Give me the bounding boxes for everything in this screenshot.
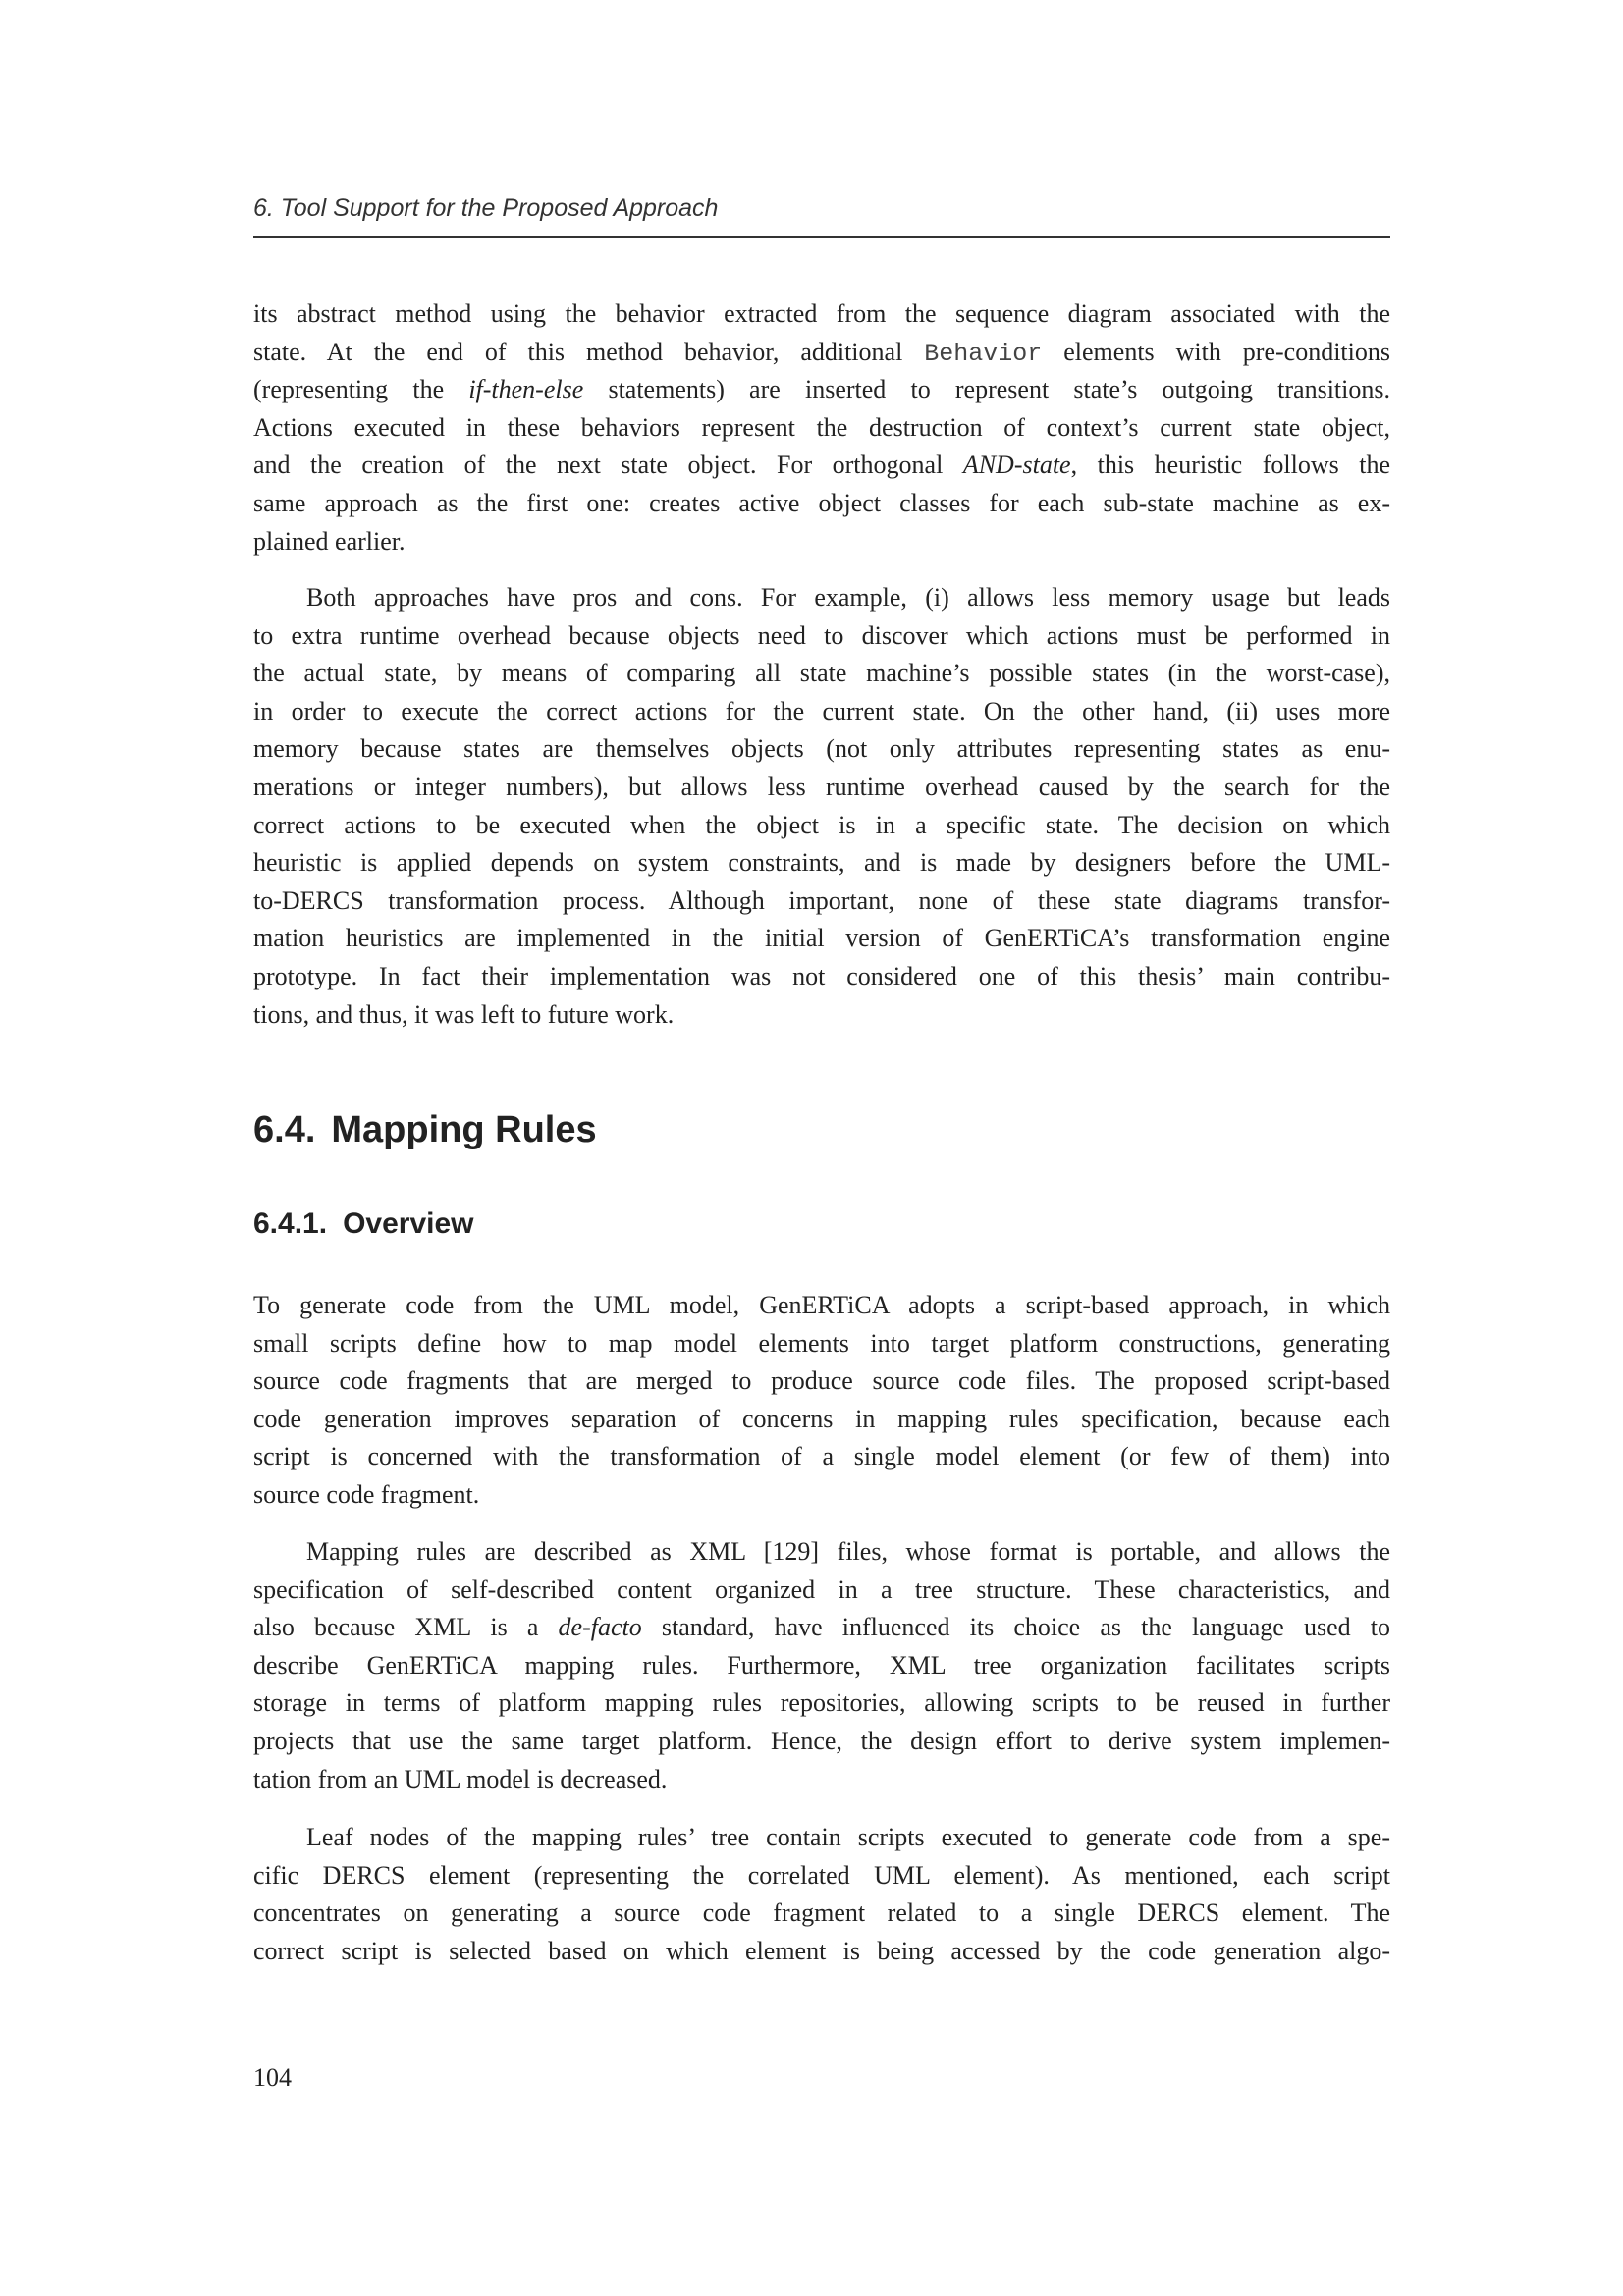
section-heading: [253, 1109, 597, 1151]
text-line: [253, 1895, 1390, 1933]
text-line: [253, 617, 1390, 656]
text-run: cific DERCS element (representing the correlated UML element). As mentioned, each script: [253, 1860, 1390, 1890]
text-run: projects that use the same target platform. Hence, the design effort to derive system implemen-: [253, 1726, 1390, 1755]
page-number: 104: [253, 2063, 292, 2092]
text-line: [253, 409, 1390, 448]
text-line: [253, 1362, 1390, 1401]
text-line: [253, 730, 1390, 769]
text-run: standard, have influenced its choice as the language used to: [641, 1613, 1390, 1642]
text-run: tation from an UML model is decreased.: [253, 1764, 668, 1793]
text-run: prototype. In fact their implementation was not considered one of this thesis’ main contribu-: [253, 961, 1390, 990]
text-line: [253, 1723, 1390, 1761]
text-run: source code fragments that are merged to produce source code files. The proposed script-based: [253, 1366, 1390, 1396]
text-line: [253, 1684, 1390, 1723]
text-line: [253, 1572, 1390, 1610]
text-line: [253, 958, 1390, 996]
subsection-number: 6.4.1.: [253, 1207, 328, 1240]
text-line: [253, 1609, 1390, 1647]
paragraph-1: [253, 295, 1390, 561]
text-run: statements) are inserted to represent state’s outgoing transitions.: [583, 375, 1390, 404]
text-run: To generate code from the UML model, GenERTiCA adopts a script-based approach, in which: [253, 1291, 1390, 1319]
text-line: [253, 693, 1390, 731]
text-run: concentrates on generating a source code fragment related to a single DERCS element. The: [253, 1898, 1390, 1928]
section-title: Mapping Rules: [331, 1109, 597, 1150]
text-run: Actions executed in these behaviors represent the destruction of context’s current state object,: [253, 412, 1390, 442]
running-header: 6. Tool Support for the Proposed Approach: [253, 194, 719, 222]
text-run: correct actions to be executed when the object is in a specific state. The decision on which: [253, 810, 1390, 839]
text-line: [253, 1647, 1390, 1685]
text-run: mation heuristics are implemented in the initial version of GenERTiCA’s transformation engine: [253, 924, 1390, 953]
text-run: describe GenERTiCA mapping rules. Furthermore, XML tree organization facilitates scripts: [253, 1650, 1390, 1680]
text-run: memory because states are themselves objects (not only attributes representing states as enu-: [253, 734, 1390, 764]
text-run: same approach as the first one: creates active object classes for each sub-state machine as ex-: [253, 488, 1390, 517]
text-line: [253, 579, 1390, 617]
subsection-title: Overview: [343, 1207, 474, 1240]
paragraph-5: [253, 1819, 1390, 1970]
text-line: [253, 1476, 1390, 1515]
text-run: Leaf nodes of the mapping rules’ tree contain scripts executed to generate code from a spe-: [306, 1823, 1390, 1851]
text-run: elements with pre-conditions: [1042, 337, 1390, 366]
text-line: [253, 882, 1390, 921]
text-line: [253, 1438, 1390, 1476]
text-line: [253, 485, 1390, 523]
text-run: merations or integer numbers), but allows less runtime overhead caused by the search for the: [253, 772, 1390, 801]
code-term: Behavior: [924, 339, 1043, 368]
text-run: in order to execute the correct actions for the current state. On the other hand, (ii) uses more: [253, 696, 1390, 725]
text-run: , this heuristic follows the: [1070, 451, 1390, 480]
text-run: tions, and thus, it was left to future work.: [253, 999, 675, 1029]
text-run: also because XML is a: [253, 1613, 559, 1642]
paragraph-4: [253, 1533, 1390, 1798]
text-run: script is concerned with the transformation of a single model element (or few of them) into: [253, 1442, 1390, 1471]
text-run: specification of self-described content organized in a tree structure. These characteristics, and: [253, 1575, 1390, 1604]
text-run: small scripts define how to map model elements into target platform constructions, generating: [253, 1328, 1390, 1358]
text-run: source code fragment.: [253, 1479, 480, 1509]
text-run: plained earlier.: [253, 526, 406, 556]
italic-term: de-facto: [558, 1613, 642, 1642]
header-rule: [253, 236, 1390, 238]
text-run: its abstract method using the behavior extracted from the sequence diagram associated with the: [253, 299, 1390, 328]
italic-term: AND-state: [962, 451, 1071, 480]
text-line: [253, 1533, 1390, 1572]
text-run: to extra runtime overhead because objects need to discover which actions must be performed in: [253, 620, 1390, 650]
text-line: [253, 1325, 1390, 1363]
text-line: [253, 996, 1390, 1035]
text-run: and the creation of the next state object. For orthogonal: [253, 451, 963, 480]
text-line: [253, 1933, 1390, 1971]
text-run: the actual state, by means of comparing all state machine’s possible states (in the worst-case),: [253, 659, 1390, 688]
text-line: [253, 1401, 1390, 1439]
text-line: [253, 371, 1390, 409]
paragraph-3: [253, 1287, 1390, 1515]
italic-term: if-then-else: [468, 375, 584, 404]
text-line: [253, 447, 1390, 485]
text-line: [253, 1819, 1390, 1857]
text-line: [253, 523, 1390, 561]
text-run: state. At the end of this method behavior, additional: [253, 337, 925, 366]
text-run: heuristic is applied depends on system constraints, and is made by designers before the UML-: [253, 848, 1390, 878]
text-line: [253, 844, 1390, 882]
text-run: code generation improves separation of concerns in mapping rules specification, because each: [253, 1404, 1390, 1433]
subsection-heading: [253, 1207, 473, 1241]
text-run: to-DERCS transformation process. Although important, none of these state diagrams transfor-: [253, 885, 1390, 915]
text-line: [253, 807, 1390, 845]
text-line: [253, 920, 1390, 958]
text-run: Both approaches have pros and cons. For example, (i) allows less memory usage but leads: [306, 583, 1390, 612]
text-line: [253, 1761, 1390, 1799]
paragraph-2: [253, 579, 1390, 1034]
text-line: [253, 1287, 1390, 1325]
section-number: 6.4.: [253, 1109, 316, 1150]
text-run: (representing the: [253, 375, 469, 404]
text-run: Mapping rules are described as XML [129] files, whose format is portable, and allows the: [306, 1537, 1390, 1566]
text-line: [253, 334, 1390, 372]
text-line: [253, 769, 1390, 807]
text-run: storage in terms of platform mapping rules repositories, allowing scripts to be reused in further: [253, 1688, 1390, 1718]
text-line: [253, 295, 1390, 334]
text-run: correct script is selected based on which element is being accessed by the code generation algo-: [253, 1936, 1390, 1965]
text-line: [253, 655, 1390, 693]
text-line: [253, 1857, 1390, 1896]
